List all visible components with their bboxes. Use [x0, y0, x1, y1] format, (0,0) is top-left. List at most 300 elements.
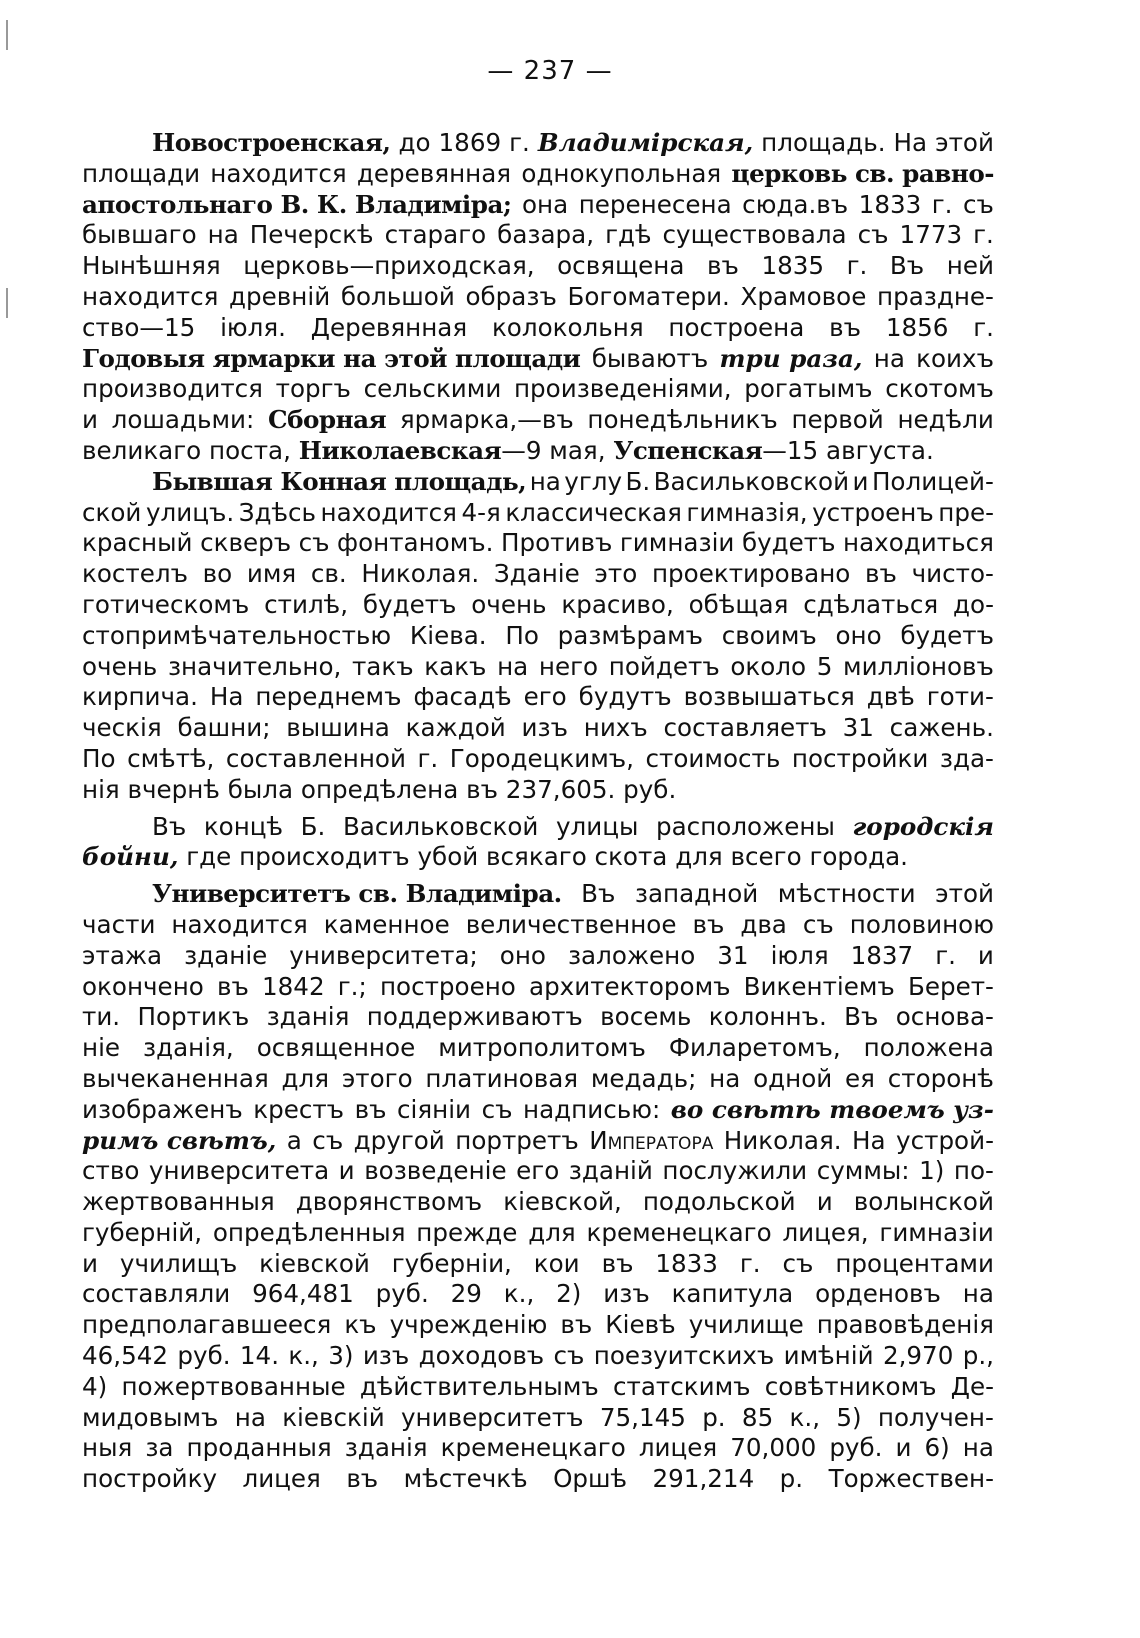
word: 29: [450, 1279, 482, 1309]
word: зда-: [939, 743, 994, 773]
word: —9 мая,: [501, 435, 614, 465]
word: переднемъ: [255, 682, 402, 712]
word: имѣній: [783, 1341, 874, 1371]
word: въ: [354, 1094, 387, 1124]
word: въ: [829, 312, 862, 342]
word: Нынѣшняя: [82, 251, 221, 281]
text-line: [82, 1310, 994, 1341]
word: освящена: [557, 251, 685, 281]
text-line: [82, 1249, 994, 1280]
word: Торжествен-: [828, 1464, 994, 1494]
word: Зданіе: [493, 559, 580, 589]
margin-mark: [6, 20, 8, 50]
word: руб.: [177, 1341, 231, 1371]
word: готи-: [926, 682, 994, 712]
word: гимназія,: [686, 497, 808, 527]
word: дѣйствительнымъ: [359, 1371, 599, 1401]
word: ея: [845, 1063, 875, 1093]
word: кременецкаго: [440, 1433, 626, 1463]
word: западной: [634, 879, 759, 909]
word: въ: [865, 559, 897, 589]
bold-term: Успенская: [613, 435, 763, 465]
text-line: [82, 775, 994, 806]
word: стопримѣчательностью: [82, 620, 392, 650]
word: размѣрамъ: [557, 620, 704, 650]
word: г.: [509, 128, 530, 157]
word: возвышаться: [683, 682, 855, 712]
word: классическая: [505, 497, 682, 527]
word: 1773: [899, 220, 963, 250]
word: изображенъ: [82, 1094, 243, 1124]
text-line: [82, 467, 994, 498]
word: кирпича.: [82, 682, 198, 712]
word: церковь—приходская,: [243, 251, 535, 281]
word: г.;: [337, 971, 367, 1001]
word: и: [977, 940, 994, 970]
text-line: [82, 682, 994, 713]
word: пре-: [938, 497, 994, 527]
word: лицея: [638, 1433, 718, 1463]
word: опредѣленныя: [212, 1217, 406, 1247]
word: имя: [246, 559, 297, 589]
word: этажа: [82, 940, 163, 970]
bold-term: Бывшая Конная площадь,: [152, 466, 527, 496]
word: съ: [553, 1341, 585, 1371]
word: существовала: [662, 220, 847, 250]
word: лицея,: [782, 1217, 869, 1247]
word: мѣстности: [777, 879, 916, 909]
word: Оршѣ: [553, 1464, 628, 1494]
word: 1835: [761, 251, 825, 281]
word: Здѣсь: [238, 497, 316, 527]
text-line: [82, 621, 994, 652]
word: архитекторомъ: [529, 971, 731, 1001]
word: 5): [836, 1402, 862, 1432]
word: его: [523, 682, 567, 712]
word: будетъ: [741, 528, 836, 558]
word: этого: [341, 1063, 413, 1093]
word: 6): [924, 1433, 950, 1463]
word: Васильковской: [342, 811, 539, 841]
word: стараго: [384, 220, 487, 250]
word: въ: [216, 971, 249, 1001]
word: торгъ: [275, 374, 351, 404]
word: ской: [82, 497, 142, 527]
word: изъ: [603, 1279, 650, 1309]
word: въ: [560, 1310, 593, 1340]
word: до: [398, 128, 431, 157]
word: Портикъ: [137, 1002, 250, 1032]
word: вычеканенная: [82, 1063, 269, 1093]
word: будетъ: [362, 589, 457, 619]
word: съ: [963, 189, 994, 219]
word: съ: [857, 220, 889, 250]
word: сіяніи: [397, 1094, 472, 1124]
word: Васильковской: [653, 466, 850, 496]
word: какъ: [424, 651, 487, 681]
text-line: [82, 879, 994, 910]
word: 1): [919, 1156, 945, 1186]
text-line: [82, 713, 994, 744]
bold-term: апостольнаго В. К. Владиміра;: [82, 189, 512, 219]
word: находится: [210, 158, 347, 188]
word: на: [962, 1433, 994, 1463]
word: доходовъ: [418, 1341, 545, 1371]
word: гимназіи: [619, 528, 735, 558]
word: половиною: [849, 909, 994, 939]
word: за: [145, 1433, 174, 1463]
text-line: [82, 1279, 994, 1310]
word: руб.: [829, 1433, 883, 1463]
word: произведеніями,: [513, 374, 732, 404]
word: скверъ: [200, 528, 292, 558]
word: На: [893, 128, 928, 157]
word: этой: [935, 879, 994, 909]
word: Кіевѣ: [605, 1310, 676, 1340]
word: башни;: [177, 713, 271, 743]
word: р.: [779, 1464, 804, 1494]
word: 1833: [858, 189, 922, 219]
word: мидовымъ: [82, 1402, 219, 1432]
word: красный: [82, 528, 193, 558]
word: будетъ: [900, 620, 994, 650]
word: кіевской: [259, 1248, 370, 1278]
word: изъ: [362, 1341, 410, 1371]
word: зданія: [266, 1002, 350, 1032]
word: величественное: [465, 909, 677, 939]
word: Берет-: [907, 971, 994, 1001]
text-line: [82, 1002, 994, 1033]
word: на: [873, 343, 905, 373]
word: г.: [846, 251, 868, 281]
word: кіевской,: [503, 1187, 622, 1217]
text-line: [82, 1403, 994, 1434]
word: Противъ: [501, 528, 613, 558]
word: его: [516, 1156, 560, 1186]
word: возведеніе: [364, 1156, 507, 1186]
word: капитула: [671, 1279, 794, 1309]
word: к.,: [288, 1341, 319, 1371]
word: фасадѣ: [413, 682, 512, 712]
word: суммы:: [816, 1156, 910, 1186]
word: во: [202, 559, 233, 589]
word: однокупольная: [521, 158, 722, 188]
word: университетъ: [401, 1402, 584, 1432]
word: сельскими: [363, 374, 502, 404]
word: Николая.: [361, 559, 480, 589]
word: составленной: [225, 743, 406, 773]
margin-mark: [6, 288, 8, 318]
word: По: [82, 743, 116, 773]
italic-term: три раза,: [719, 343, 863, 373]
word: г.: [935, 940, 956, 970]
text-line: [82, 1187, 994, 1218]
word: это: [594, 559, 638, 589]
word: пожертвованные: [121, 1371, 346, 1401]
word: гдѣ: [605, 220, 652, 250]
word: для: [281, 1063, 330, 1093]
word: 85: [741, 1402, 774, 1432]
word: г.: [973, 312, 994, 342]
word: проектировано: [651, 559, 851, 589]
text-line: [82, 405, 994, 436]
word: нія вчернѣ была опредѣлена въ 237,605. руб.: [82, 774, 677, 804]
word: Б.: [300, 811, 326, 841]
word: освященное: [256, 1033, 416, 1063]
text-line: [82, 528, 994, 559]
word: р.,: [962, 1341, 994, 1371]
word: съ: [481, 1094, 513, 1124]
text-line: [82, 1464, 994, 1495]
word: кременецкаго: [586, 1217, 772, 1247]
bold-term: Годовыя ярмарки на этой площади: [82, 343, 581, 373]
word: кіевскій: [282, 1402, 385, 1432]
word: готическомъ: [82, 589, 250, 619]
word: своимъ: [721, 620, 817, 650]
word: зданіе: [184, 940, 268, 970]
word: ческія: [82, 713, 162, 743]
word: и: [816, 1187, 833, 1217]
word: проданныя: [186, 1433, 332, 1463]
word: него: [538, 651, 599, 681]
word: 1856: [885, 312, 949, 342]
word: портретъ: [455, 1125, 579, 1155]
word: зданія,: [143, 1033, 234, 1063]
word: Въ: [152, 811, 187, 841]
word: лошадьми:: [111, 405, 255, 435]
text-line: [82, 812, 994, 843]
word: очень: [82, 651, 158, 681]
word: училищъ: [119, 1248, 238, 1278]
word: Полицей-: [871, 466, 994, 496]
word: губерній,: [82, 1217, 203, 1247]
word: вышина: [286, 713, 390, 743]
word: милліоновъ: [843, 651, 994, 681]
text-line: [82, 1372, 994, 1403]
word: въ: [707, 251, 739, 281]
text-line: [82, 190, 994, 221]
text-line: [82, 1095, 994, 1126]
word: Городецкимъ,: [449, 743, 634, 773]
word: крестъ: [253, 1094, 345, 1124]
word: находится: [82, 281, 219, 311]
word: составляли: [82, 1279, 231, 1309]
word: к.,: [789, 1402, 821, 1432]
word: Печерскѣ: [249, 220, 374, 250]
word: другой: [353, 1125, 445, 1155]
word: руб.: [375, 1279, 429, 1309]
word: 14.: [239, 1341, 280, 1371]
word: Деревянная: [310, 312, 468, 342]
text-line: [82, 972, 994, 1003]
word: Въ: [844, 1002, 879, 1032]
text-line: [82, 159, 994, 190]
word: окончено: [82, 971, 204, 1001]
word: По: [505, 620, 539, 650]
word: зданій: [568, 1156, 653, 1186]
word: 1833: [655, 1248, 718, 1278]
word: коихъ: [916, 343, 994, 373]
word: предполагавшееся: [82, 1310, 332, 1340]
word: подольской: [642, 1187, 796, 1217]
bold-term: Новостроенская,: [152, 128, 391, 157]
word: каменное: [323, 909, 450, 939]
text-line: [82, 941, 994, 972]
word: учрежденію: [389, 1310, 548, 1340]
word: двѣ: [866, 682, 915, 712]
word: улицъ.: [145, 497, 235, 527]
word: поддерживаютъ: [366, 1002, 583, 1032]
italic-term: Владимірская,: [537, 128, 754, 157]
word: г.: [739, 1248, 761, 1278]
word: на: [709, 1063, 741, 1093]
word: образъ: [465, 281, 557, 311]
word: где происходитъ убой всякаго скота для всего города.: [178, 842, 908, 872]
word: ныя: [82, 1433, 133, 1463]
word: платиновая: [425, 1063, 579, 1093]
word: 3): [328, 1341, 354, 1371]
word: на: [962, 1279, 994, 1309]
text-line: [82, 374, 994, 405]
word: по-: [953, 1156, 994, 1186]
word: 1842: [262, 971, 325, 1001]
word: и: [338, 1156, 355, 1186]
word: 4): [82, 1371, 108, 1401]
word: Храмовое: [740, 281, 867, 311]
word: находится: [320, 497, 457, 527]
word: 31: [842, 713, 874, 743]
word: съ: [782, 1248, 814, 1278]
word: недѣли: [897, 405, 994, 435]
word: и: [82, 405, 98, 435]
word: совѣтникомъ: [764, 1371, 937, 1401]
word: дворянствомъ: [295, 1187, 483, 1217]
word: г.: [931, 189, 953, 219]
word: сюда.въ: [742, 189, 849, 219]
italic-term: во свѣтѣ твоемъ уз-: [670, 1094, 994, 1124]
word: жертвованныя: [82, 1187, 275, 1217]
word: базара,: [497, 220, 595, 250]
text-line: [82, 436, 994, 467]
word: устроенъ: [812, 497, 934, 527]
word: поста,: [209, 435, 299, 465]
word: бываютъ: [591, 343, 709, 373]
word: находится: [171, 909, 308, 939]
word: около: [730, 651, 807, 681]
word: митрополитомъ: [438, 1033, 646, 1063]
word: г.: [973, 220, 994, 250]
word: к.,: [503, 1279, 535, 1309]
word: 70,000: [730, 1433, 817, 1463]
word: скотомъ: [885, 374, 994, 404]
word: построена: [668, 312, 805, 342]
word: находиться: [843, 528, 994, 558]
word: расположены: [655, 811, 835, 841]
text-line: [82, 1433, 994, 1464]
word: орденовъ: [815, 1279, 941, 1309]
word: губерніи,: [391, 1248, 512, 1278]
word: первой: [791, 405, 884, 435]
word: 1837: [850, 940, 914, 970]
word: іюля.: [220, 312, 286, 342]
word: стоимость: [645, 743, 781, 773]
word: Императора: [589, 1125, 714, 1155]
word: великаго: [82, 435, 210, 465]
word: бывшаго: [82, 220, 197, 250]
word: изъ: [521, 713, 568, 743]
word: университета;: [289, 940, 478, 970]
text-line: [82, 559, 994, 590]
word: сдѣлаться: [803, 589, 939, 619]
word: къ: [344, 1310, 377, 1340]
word: Б.: [625, 466, 651, 496]
word: этой: [935, 128, 994, 157]
word: стилѣ,: [264, 589, 349, 619]
word: она: [522, 189, 569, 219]
word: нихъ: [583, 713, 648, 743]
word: и: [895, 1433, 912, 1463]
word: 1869: [438, 128, 502, 157]
word: надписью:: [523, 1094, 661, 1124]
word: ніе: [82, 1033, 121, 1063]
word: ярмарка,—въ: [399, 405, 574, 435]
page-text: [82, 128, 994, 1495]
text-line: [82, 1156, 994, 1187]
bold-term: Николаевская: [298, 435, 502, 465]
text-line: [82, 251, 994, 282]
word: училище: [688, 1310, 804, 1340]
word: статскимъ: [612, 1371, 751, 1401]
word: На: [852, 1125, 886, 1155]
word: смѣтѣ,: [127, 743, 215, 773]
word: зданія: [344, 1433, 428, 1463]
word: въ: [346, 1464, 379, 1494]
text-line: [82, 498, 994, 529]
word: 46,542: [82, 1341, 169, 1371]
word: въ: [692, 909, 725, 939]
text-line: [82, 128, 994, 159]
word: 31: [717, 940, 749, 970]
word: очень: [471, 589, 547, 619]
word: деревянная: [356, 158, 512, 188]
word: на: [234, 1402, 266, 1432]
word: а: [286, 1125, 302, 1155]
word: кои: [533, 1248, 580, 1278]
text-line: [82, 910, 994, 941]
word: праздне-: [877, 281, 994, 311]
word: рогатымъ: [744, 374, 873, 404]
bold-term: церковь св. равно-: [731, 158, 994, 188]
word: въ: [601, 1248, 634, 1278]
word: понедѣльникъ: [587, 405, 778, 435]
word: г.: [417, 743, 439, 773]
word: послужили: [662, 1156, 808, 1186]
word: оно: [499, 940, 546, 970]
word: На: [209, 682, 244, 712]
word: для: [528, 1217, 576, 1247]
word: р.: [702, 1402, 726, 1432]
word: основа-: [895, 1002, 994, 1032]
word: —15 августа.: [762, 435, 934, 465]
word: Въ: [889, 251, 925, 281]
word: производится: [82, 374, 263, 404]
word: такъ: [351, 651, 414, 681]
word: лицея: [242, 1464, 321, 1494]
word: университета: [148, 1156, 330, 1186]
word: концѣ: [203, 811, 284, 841]
word: красиво,: [561, 589, 674, 619]
text-line: [82, 842, 994, 873]
